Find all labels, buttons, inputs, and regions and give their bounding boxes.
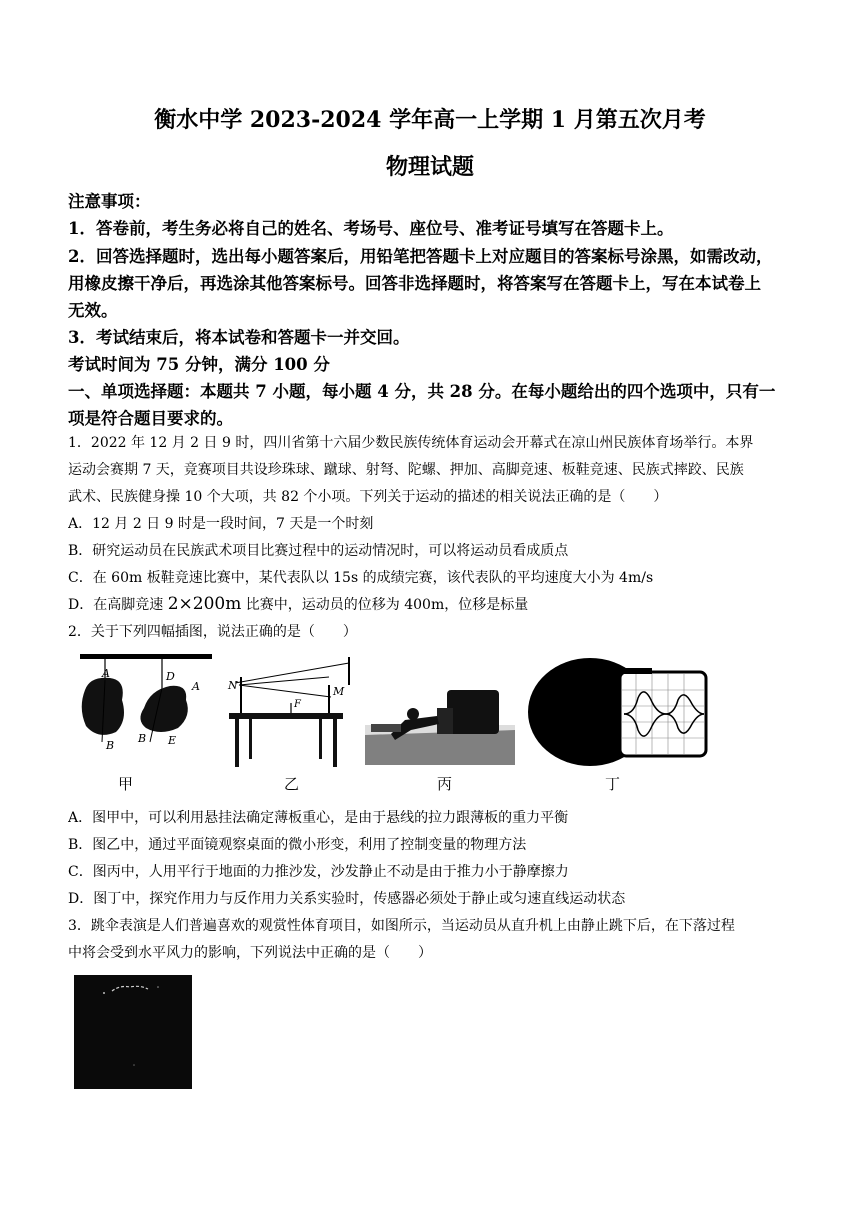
q1-stem-line-2: 运动会赛期 7 天，竞赛项目共设珍珠球、蹴球、射弩、陀螺、押加、高脚竞速、板鞋竞速、民族式摔跤、民族 — [68, 462, 744, 478]
q1-option-a: A．12 月 2 日 9 时是一段时间，7 天是一个时刻 — [68, 516, 374, 532]
figure-yi — [225, 655, 355, 770]
q2-option-c: C．图丙中，人用平行于地面的力推沙发，沙发静止不动是由于推力小于静摩擦力 — [68, 864, 569, 880]
label-m: M — [333, 685, 345, 698]
q1-option-c: C．在 60m 板鞋竞速比赛中，某代表队以 15s 的成绩完赛，该代表队的平均速度大小为 4m/s — [68, 570, 654, 586]
caption-bing: 丙 — [437, 775, 453, 793]
label-a2: A — [192, 680, 200, 693]
caption-jia: 甲 — [118, 775, 134, 793]
notice-line-4: 无效。 — [68, 301, 118, 320]
notice-line-5: 3．考试结束后，将本试卷和答题卡一并交回。 — [68, 328, 410, 347]
label-e: E — [168, 734, 177, 747]
exam-subtitle: 物理试题 — [385, 154, 474, 180]
exam-title: 衡水中学 2023-2024 学年高一上学期 1 月第五次月考 — [154, 107, 706, 133]
notice-line-2: 2．回答选择题时，选出每小题答案后，用铅笔把答题卡上对应题目的答案标号涂黑，如需改动， — [68, 247, 773, 266]
q1-option-d-prefix: D．在高脚竞速 — [68, 597, 168, 613]
label-f: F — [294, 699, 301, 710]
q3-stem-line-2: 中将会受到水平风力的影响，下列说法中正确的是（ ） — [68, 945, 432, 961]
q1-stem-line-1: 1．2022 年 12 月 2 日 9 时，四川省第十六届少数民族传统体育运动会开幕式在凉山州民族体育场举行。本界 — [68, 435, 754, 451]
label-b1: B — [106, 739, 115, 752]
label-b2: B — [138, 732, 147, 745]
section-1-heading-line-2: 项是符合题目要求的。 — [68, 409, 233, 428]
notice-heading: 注意事项： — [68, 192, 151, 211]
label-a1: A — [102, 667, 110, 680]
q3-parachute-photo — [74, 975, 192, 1089]
notice-line-3: 用橡皮擦干净后，再选涂其他答案标号。回答非选择题时，将答案写在答题卡上，写在本试卷上 — [68, 274, 761, 293]
q2-option-d: D．图丁中，探究作用力与反作用力关系实验时，传感器必须处于静止或匀速直线运动状态 — [68, 891, 626, 907]
q1-stem-line-3: 武术、民族健身操 10 个大项，共 82 个小项。下列关于运动的描述的相关说法正确的是（ ） — [68, 489, 668, 505]
q2-option-a: A．图甲中，可以利用悬挂法确定薄板重心，是由于悬线的拉力跟薄板的重力平衡 — [68, 810, 569, 826]
label-n: N — [228, 679, 238, 692]
section-1-heading-line-1: 一、单项选择题：本题共 7 小题，每小题 4 分，共 28 分。在每小题给出的四个选项中，只有一 — [68, 382, 776, 401]
exam-time: 考试时间为 75 分钟，满分 100 分 — [68, 355, 330, 374]
label-d: D — [166, 670, 175, 683]
figure-jia — [80, 650, 220, 760]
q3-stem-line-1: 3．跳伞表演是人们普遍喜欢的观赏性体育项目，如图所示，当运动员从直升机上由静止跳下后，在下落过程 — [68, 918, 735, 934]
figure-bing — [365, 680, 515, 765]
figure-ding — [528, 658, 713, 768]
q1-option-d — [68, 594, 798, 614]
q2-option-b: B．图乙中，通过平面镜观察桌面的微小形变，利用了控制变量的物理方法 — [68, 837, 527, 853]
q1-option-d-suffix: 比赛中，运动员的位移为 400m，位移是标量 — [241, 597, 529, 613]
caption-yi: 乙 — [284, 775, 300, 793]
q2-stem: 2．关于下列四幅插图，说法正确的是（ ） — [68, 624, 357, 640]
q1-option-b: B．研究运动员在民族武术项目比赛过程中的运动情况时，可以将运动员看成质点 — [68, 543, 569, 559]
caption-ding: 丁 — [605, 775, 621, 793]
notice-line-1: 1．答卷前，考生务必将自己的姓名、考场号、座位号、准考证号填写在答题卡上。 — [68, 219, 674, 238]
q1-option-d-math: 2×200m — [167, 594, 242, 614]
